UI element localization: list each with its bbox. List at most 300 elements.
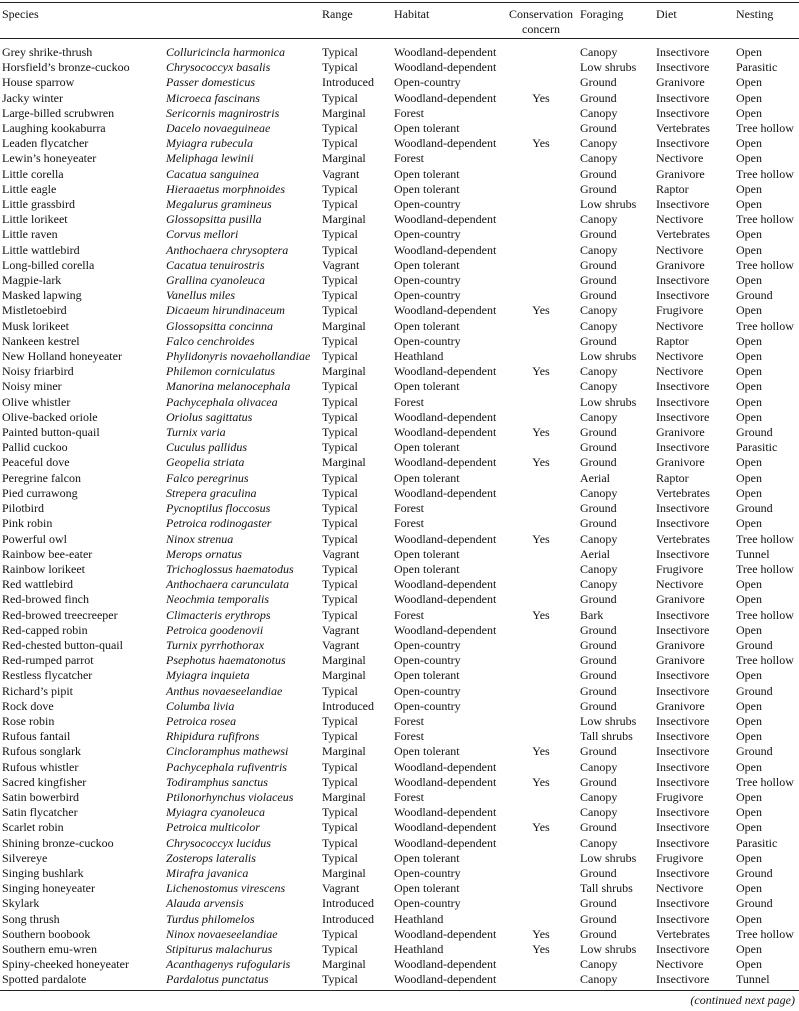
scientific-name-cell: Cuculus pallidus bbox=[166, 440, 248, 455]
species-name-cell: Noisy friarbird bbox=[2, 364, 74, 379]
nesting-cell: Open bbox=[736, 349, 762, 364]
range-cell: Typical bbox=[322, 90, 358, 105]
habitat-cell: Forest bbox=[394, 394, 424, 409]
scientific-name-cell: Stipiturus malachurus bbox=[166, 941, 273, 956]
conservation-concern-cell bbox=[502, 851, 578, 866]
header-foraging: Foraging bbox=[578, 3, 654, 39]
species-name-cell: House sparrow bbox=[2, 75, 75, 90]
nesting-cell: Tunnel bbox=[734, 972, 799, 990]
conservation-concern-cell bbox=[502, 121, 578, 136]
range-cell: Marginal bbox=[322, 865, 366, 880]
scientific-name-cell: Dicaeum hirundinaceum bbox=[166, 303, 285, 318]
nesting-cell: Open bbox=[736, 379, 762, 394]
foraging-cell: Ground bbox=[580, 516, 617, 531]
foraging-cell: Canopy bbox=[580, 151, 618, 166]
diet-cell: Insectivore bbox=[656, 759, 710, 774]
nesting-cell: Open bbox=[736, 90, 762, 105]
species-name-cell: Little grassbird bbox=[2, 197, 75, 212]
scientific-name-cell: Pardalotus punctatus bbox=[164, 972, 320, 990]
range-cell: Typical bbox=[322, 516, 358, 531]
species-name-cell: Grey shrike-thrush bbox=[2, 45, 93, 59]
range-cell: Vagrant bbox=[322, 881, 360, 896]
nesting-cell: Open bbox=[736, 881, 762, 896]
habitat-cell: Forest bbox=[394, 729, 424, 744]
foraging-cell: Low shrubs bbox=[580, 941, 637, 956]
conservation-concern-cell bbox=[502, 866, 578, 881]
range-cell: Typical bbox=[322, 607, 358, 622]
foraging-cell: Ground bbox=[580, 911, 617, 926]
table-row bbox=[0, 227, 799, 242]
diet-cell: Nectivore bbox=[656, 242, 704, 257]
nesting-cell: Tree hollow bbox=[736, 561, 794, 576]
habitat-cell: Open tolerant bbox=[394, 121, 460, 136]
diet-cell: Nectivore bbox=[656, 318, 704, 333]
habitat-cell: Forest bbox=[394, 713, 424, 728]
nesting-cell: Open bbox=[736, 941, 762, 956]
foraging-cell: Ground bbox=[580, 333, 617, 348]
table-header-row bbox=[0, 3, 799, 39]
habitat-cell: Open-country bbox=[394, 197, 461, 212]
range-cell: Introduced bbox=[322, 911, 374, 926]
table-row bbox=[0, 805, 799, 820]
diet-cell: Granivore bbox=[656, 425, 705, 440]
foraging-cell: Ground bbox=[580, 425, 617, 440]
conservation-concern-cell bbox=[502, 410, 578, 425]
conservation-concern-cell bbox=[502, 836, 578, 851]
scientific-name-cell: Sericornis magnirostris bbox=[166, 105, 280, 120]
nesting-cell: Parasitic bbox=[736, 835, 778, 850]
habitat-cell: Woodland-dependent bbox=[394, 835, 497, 850]
habitat-cell: Woodland-dependent bbox=[394, 622, 497, 637]
nesting-cell: Open bbox=[736, 622, 762, 637]
range-cell: Typical bbox=[320, 972, 392, 990]
habitat-cell: Woodland-dependent bbox=[394, 774, 497, 789]
habitat-cell: Open tolerant bbox=[394, 546, 460, 561]
species-name-cell: Jacky winter bbox=[2, 90, 63, 105]
foraging-cell: Low shrubs bbox=[580, 394, 637, 409]
nesting-cell: Open bbox=[736, 409, 762, 424]
table-row bbox=[0, 455, 799, 470]
habitat-cell: Woodland-dependent bbox=[394, 212, 497, 227]
foraging-cell: Ground bbox=[580, 455, 617, 470]
species-name-cell: Rainbow bee-eater bbox=[2, 546, 93, 561]
habitat-cell: Woodland-dependent bbox=[394, 90, 497, 105]
table-row bbox=[0, 699, 799, 714]
scientific-name-cell: Dacelo novaeguineae bbox=[166, 121, 271, 136]
diet-cell: Granivore bbox=[656, 653, 705, 668]
conservation-concern-cell: Yes bbox=[532, 744, 550, 759]
nesting-cell: Open bbox=[736, 805, 762, 820]
habitat-cell: Woodland-dependent bbox=[394, 303, 497, 318]
range-cell: Typical bbox=[322, 303, 358, 318]
diet-cell: Insectivore bbox=[654, 972, 734, 990]
nesting-cell: Open bbox=[736, 820, 762, 835]
conservation-concern-cell bbox=[502, 684, 578, 699]
foraging-cell: Canopy bbox=[580, 531, 618, 546]
habitat-cell: Open-country bbox=[394, 333, 461, 348]
species-name-cell: Richard’s pipit bbox=[2, 683, 73, 698]
range-cell: Marginal bbox=[322, 744, 366, 759]
habitat-cell: Forest bbox=[394, 789, 424, 804]
habitat-cell: Open tolerant bbox=[394, 257, 460, 272]
conservation-concern-cell bbox=[502, 227, 578, 242]
diet-cell: Nectivore bbox=[656, 349, 704, 364]
conservation-concern-cell bbox=[502, 471, 578, 486]
habitat-cell: Woodland-dependent bbox=[394, 592, 497, 607]
table-row bbox=[0, 471, 799, 486]
table-row bbox=[0, 547, 799, 562]
table-row bbox=[0, 957, 799, 972]
species-name-cell: Skylark bbox=[2, 896, 40, 911]
table-row bbox=[0, 562, 799, 577]
scientific-name-cell: Rhipidura rufifrons bbox=[166, 729, 260, 744]
species-name-cell: Rose robin bbox=[2, 713, 55, 728]
range-cell: Typical bbox=[322, 394, 358, 409]
conservation-concern-cell: Yes bbox=[532, 136, 550, 151]
table-row bbox=[0, 592, 799, 607]
habitat-cell: Woodland-dependent bbox=[394, 926, 497, 941]
range-cell: Typical bbox=[322, 835, 358, 850]
species-name-cell: Rock dove bbox=[2, 698, 54, 713]
range-cell: Typical bbox=[322, 577, 358, 592]
range-cell: Typical bbox=[322, 227, 358, 242]
diet-cell: Insectivore bbox=[656, 865, 710, 880]
foraging-cell: Canopy bbox=[580, 805, 618, 820]
table-row bbox=[0, 486, 799, 501]
habitat-cell: Woodland-dependent bbox=[394, 577, 497, 592]
nesting-cell: Ground bbox=[736, 288, 773, 303]
scientific-name-cell: Mirafra javanica bbox=[166, 865, 249, 880]
nesting-cell: Tree hollow bbox=[736, 653, 794, 668]
nesting-cell: Open bbox=[736, 668, 762, 683]
scientific-name-cell: Pycnoptilus floccosus bbox=[166, 501, 271, 516]
table-row bbox=[0, 136, 799, 151]
diet-cell: Insectivore bbox=[656, 941, 710, 956]
species-name-cell: Red-capped robin bbox=[2, 622, 88, 637]
species-name-cell: Musk lorikeet bbox=[2, 318, 69, 333]
range-cell: Marginal bbox=[322, 455, 366, 470]
nesting-cell: Open bbox=[736, 516, 762, 531]
conservation-concern-cell bbox=[502, 60, 578, 75]
species-name-cell: Satin flycatcher bbox=[2, 805, 78, 820]
range-cell: Marginal bbox=[322, 957, 366, 972]
conservation-concern-cell bbox=[502, 577, 578, 592]
table-row bbox=[0, 972, 799, 990]
conservation-concern-cell bbox=[502, 501, 578, 516]
habitat-cell: Open tolerant bbox=[394, 181, 460, 196]
species-name-cell: Restless flycatcher bbox=[2, 668, 93, 683]
foraging-cell: Ground bbox=[580, 181, 617, 196]
table-row bbox=[0, 927, 799, 942]
conservation-concern-cell: Yes bbox=[532, 303, 550, 318]
species-name-cell: Scarlet robin bbox=[2, 820, 64, 835]
habitat-cell: Woodland-dependent bbox=[394, 820, 497, 835]
diet-cell: Vertebrates bbox=[656, 926, 710, 941]
scientific-name-cell: Anthus novaeseelandiae bbox=[166, 683, 283, 698]
nesting-cell: Tree hollow bbox=[736, 607, 794, 622]
table-row bbox=[0, 608, 799, 623]
conservation-concern-cell bbox=[502, 440, 578, 455]
range-cell: Typical bbox=[322, 759, 358, 774]
species-name-cell: Singing honeyeater bbox=[2, 881, 95, 896]
diet-cell: Granivore bbox=[656, 698, 705, 713]
range-cell: Typical bbox=[322, 60, 358, 75]
nesting-cell: Open bbox=[736, 227, 762, 242]
header-conservation-concern: Conservation concern bbox=[502, 3, 578, 39]
range-cell: Vagrant bbox=[322, 622, 360, 637]
scientific-name-cell: Geopelia striata bbox=[166, 455, 245, 470]
habitat-cell: Open-country bbox=[394, 273, 461, 288]
diet-cell: Nectivore bbox=[656, 212, 704, 227]
habitat-cell: Open tolerant bbox=[394, 561, 460, 576]
habitat-cell: Open tolerant bbox=[394, 850, 460, 865]
habitat-cell: Forest bbox=[394, 607, 424, 622]
foraging-cell: Ground bbox=[580, 683, 617, 698]
nesting-cell: Ground bbox=[736, 744, 773, 759]
habitat-cell: Open tolerant bbox=[394, 470, 460, 485]
conservation-concern-cell bbox=[502, 912, 578, 927]
species-name-cell: Little raven bbox=[2, 227, 58, 242]
table-row bbox=[0, 151, 799, 166]
species-name-cell: Painted button-quail bbox=[2, 425, 100, 440]
habitat-cell: Open tolerant bbox=[394, 166, 460, 181]
scientific-name-cell: Petroica goodenovii bbox=[166, 622, 264, 637]
nesting-cell: Open bbox=[736, 698, 762, 713]
nesting-cell: Open bbox=[736, 713, 762, 728]
species-name-cell: Powerful owl bbox=[2, 531, 67, 546]
foraging-cell: Ground bbox=[580, 501, 617, 516]
habitat-cell: Woodland-dependent bbox=[394, 485, 497, 500]
range-cell: Typical bbox=[322, 379, 358, 394]
range-cell: Introduced bbox=[322, 75, 374, 90]
species-name-cell: Shining bronze-cuckoo bbox=[2, 835, 114, 850]
foraging-cell: Canopy bbox=[580, 789, 618, 804]
scientific-name-cell: Falco cenchroides bbox=[166, 333, 255, 348]
diet-cell: Insectivore bbox=[656, 744, 710, 759]
scientific-name-cell: Hieraaetus morphnoides bbox=[166, 181, 285, 196]
nesting-cell: Tree hollow bbox=[736, 531, 794, 546]
foraging-cell: Canopy bbox=[580, 45, 618, 59]
conservation-concern-cell bbox=[502, 972, 578, 990]
range-cell: Vagrant bbox=[322, 546, 360, 561]
foraging-cell: Ground bbox=[580, 166, 617, 181]
foraging-cell: Canopy bbox=[580, 364, 618, 379]
diet-cell: Insectivore bbox=[656, 683, 710, 698]
diet-cell: Insectivore bbox=[656, 379, 710, 394]
table-row bbox=[0, 60, 799, 75]
header-nesting: Nesting bbox=[734, 3, 799, 39]
scientific-name-cell: Neochmia temporalis bbox=[166, 592, 269, 607]
nesting-cell: Parasitic bbox=[736, 60, 778, 75]
diet-cell: Insectivore bbox=[656, 896, 710, 911]
diet-cell: Insectivore bbox=[656, 440, 710, 455]
species-name-cell: Pink robin bbox=[2, 516, 53, 531]
table-row bbox=[0, 866, 799, 881]
scientific-name-cell: Psephotus haematonotus bbox=[166, 653, 286, 668]
conservation-concern-cell bbox=[502, 668, 578, 683]
range-cell: Typical bbox=[322, 850, 358, 865]
nesting-cell: Open bbox=[736, 592, 762, 607]
conservation-concern-cell bbox=[502, 106, 578, 121]
diet-cell: Nectivore bbox=[656, 881, 704, 896]
conservation-concern-cell: Yes bbox=[532, 607, 550, 622]
foraging-cell: Tall shrubs bbox=[580, 729, 633, 744]
nesting-cell: Tree hollow bbox=[736, 121, 794, 136]
diet-cell: Vertebrates bbox=[656, 227, 710, 242]
scientific-name-cell: Microeca fascinans bbox=[166, 90, 260, 105]
table-row bbox=[0, 349, 799, 364]
habitat-cell: Open-country bbox=[394, 896, 461, 911]
nesting-cell: Open bbox=[736, 273, 762, 288]
habitat-cell: Woodland-dependent bbox=[394, 957, 497, 972]
table-row bbox=[0, 379, 799, 394]
species-name-cell: Spotted pardalote bbox=[0, 972, 164, 990]
foraging-cell: Canopy bbox=[580, 485, 618, 500]
range-cell: Marginal bbox=[322, 151, 366, 166]
table-row bbox=[0, 790, 799, 805]
diet-cell: Insectivore bbox=[656, 273, 710, 288]
species-name-cell: Horsfield’s bronze-cuckoo bbox=[2, 60, 130, 75]
diet-cell: Frugivore bbox=[656, 789, 704, 804]
foraging-cell: Low shrubs bbox=[580, 850, 637, 865]
habitat-cell: Forest bbox=[394, 501, 424, 516]
scientific-name-cell: Philemon corniculatus bbox=[166, 364, 275, 379]
scientific-name-cell: Todiramphus sanctus bbox=[166, 774, 268, 789]
range-cell: Typical bbox=[322, 805, 358, 820]
range-cell: Typical bbox=[322, 561, 358, 576]
nesting-cell: Ground bbox=[736, 865, 773, 880]
range-cell: Introduced bbox=[322, 698, 374, 713]
diet-cell: Insectivore bbox=[656, 288, 710, 303]
habitat-cell: Open-country bbox=[394, 653, 461, 668]
nesting-cell: Open bbox=[736, 333, 762, 348]
table-row bbox=[0, 364, 799, 379]
scientific-name-cell: Turdus philomelos bbox=[166, 911, 255, 926]
conservation-concern-cell bbox=[502, 653, 578, 668]
scientific-name-cell: Myiagra rubecula bbox=[166, 136, 253, 151]
scientific-name-cell: Meliphaga lewinii bbox=[166, 151, 254, 166]
range-cell: Typical bbox=[322, 197, 358, 212]
header-diet: Diet bbox=[654, 3, 734, 39]
scientific-name-cell: Cacatua sanguinea bbox=[166, 166, 259, 181]
habitat-cell: Open tolerant bbox=[394, 318, 460, 333]
table-row bbox=[0, 836, 799, 851]
diet-cell: Granivore bbox=[656, 592, 705, 607]
scientific-name-cell: Petroica rosea bbox=[166, 713, 237, 728]
conservation-concern-cell: Yes bbox=[532, 531, 550, 546]
scientific-name-cell: Falco peregrinus bbox=[166, 470, 249, 485]
scientific-name-cell: Zosterops lateralis bbox=[166, 850, 256, 865]
conservation-concern-cell bbox=[502, 243, 578, 258]
conservation-concern-cell bbox=[502, 379, 578, 394]
table-row bbox=[0, 942, 799, 957]
conservation-concern-cell: Yes bbox=[532, 820, 550, 835]
species-name-cell: Rufous whistler bbox=[2, 759, 79, 774]
table-row bbox=[0, 881, 799, 896]
species-name-cell: Rufous fantail bbox=[2, 729, 71, 744]
conservation-concern-cell bbox=[502, 638, 578, 653]
species-name-cell: Little lorikeet bbox=[2, 212, 68, 227]
foraging-cell: Ground bbox=[580, 121, 617, 136]
conservation-concern-cell bbox=[502, 212, 578, 227]
table-row bbox=[0, 288, 799, 303]
scientific-name-cell: Turnix varia bbox=[166, 425, 226, 440]
nesting-cell: Open bbox=[736, 136, 762, 151]
scientific-name-cell: Pachycephala olivacea bbox=[166, 394, 278, 409]
conservation-concern-cell bbox=[502, 486, 578, 501]
table-row bbox=[0, 273, 799, 288]
scientific-name-cell: Petroica multicolor bbox=[166, 820, 260, 835]
habitat-cell: Open tolerant bbox=[394, 440, 460, 455]
scientific-name-cell: Ninox strenua bbox=[166, 531, 234, 546]
foraging-cell: Ground bbox=[580, 668, 617, 683]
scientific-name-cell: Climacteris erythrops bbox=[166, 607, 271, 622]
range-cell: Typical bbox=[322, 242, 358, 257]
foraging-cell: Ground bbox=[580, 698, 617, 713]
range-cell: Typical bbox=[322, 729, 358, 744]
nesting-cell: Tree hollow bbox=[736, 318, 794, 333]
table-row bbox=[0, 167, 799, 182]
continued-note: (continued next page) bbox=[690, 993, 795, 1007]
species-name-cell: Silvereye bbox=[2, 850, 48, 865]
species-name-cell: Song thrush bbox=[2, 911, 60, 926]
species-name-cell: Pilotbird bbox=[2, 501, 45, 516]
habitat-cell: Open tolerant bbox=[394, 881, 460, 896]
diet-cell: Insectivore bbox=[656, 60, 710, 75]
foraging-cell: Low shrubs bbox=[580, 197, 637, 212]
scientific-name-cell: Megalurus gramineus bbox=[166, 197, 272, 212]
conservation-concern-cell bbox=[502, 167, 578, 182]
range-cell: Typical bbox=[322, 683, 358, 698]
habitat-cell: Woodland-dependent bbox=[394, 60, 497, 75]
nesting-cell: Ground bbox=[736, 896, 773, 911]
habitat-cell: Forest bbox=[394, 105, 424, 120]
table-row bbox=[0, 39, 799, 61]
scientific-name-cell: Lichenostomus virescens bbox=[166, 881, 286, 896]
table-row bbox=[0, 896, 799, 911]
scientific-name-cell: Cincloramphus mathewsi bbox=[166, 744, 289, 759]
scientific-name-cell: Grallina cyanoleuca bbox=[166, 273, 265, 288]
range-cell: Typical bbox=[322, 45, 358, 59]
species-name-cell: Laughing kookaburra bbox=[2, 121, 106, 136]
table-row bbox=[0, 334, 799, 349]
conservation-concern-cell: Yes bbox=[532, 774, 550, 789]
table-row bbox=[0, 851, 799, 866]
species-name-cell: Little eagle bbox=[2, 181, 57, 196]
species-name-cell: Masked lapwing bbox=[2, 288, 82, 303]
scientific-name-cell: Myiagra cyanoleuca bbox=[166, 805, 265, 820]
nesting-cell: Open bbox=[736, 789, 762, 804]
scientific-name-cell: Ptilonorhynchus violaceus bbox=[166, 789, 294, 804]
habitat-cell: Forest bbox=[394, 151, 424, 166]
species-name-cell: Olive whistler bbox=[2, 394, 71, 409]
table-row bbox=[0, 319, 799, 334]
habitat-cell: Woodland-dependent bbox=[394, 759, 497, 774]
conservation-concern-cell bbox=[502, 623, 578, 638]
species-table bbox=[0, 2, 799, 991]
table-row bbox=[0, 912, 799, 927]
range-cell: Marginal bbox=[322, 653, 366, 668]
diet-cell: Insectivore bbox=[656, 835, 710, 850]
species-name-cell: Lewin’s honeyeater bbox=[2, 151, 97, 166]
range-cell: Typical bbox=[322, 440, 358, 455]
nesting-cell: Ground bbox=[736, 637, 773, 652]
habitat-cell: Heathland bbox=[394, 349, 444, 364]
diet-cell: Insectivore bbox=[656, 409, 710, 424]
foraging-cell: Tall shrubs bbox=[580, 881, 633, 896]
diet-cell: Insectivore bbox=[656, 516, 710, 531]
foraging-cell: Canopy bbox=[580, 835, 618, 850]
